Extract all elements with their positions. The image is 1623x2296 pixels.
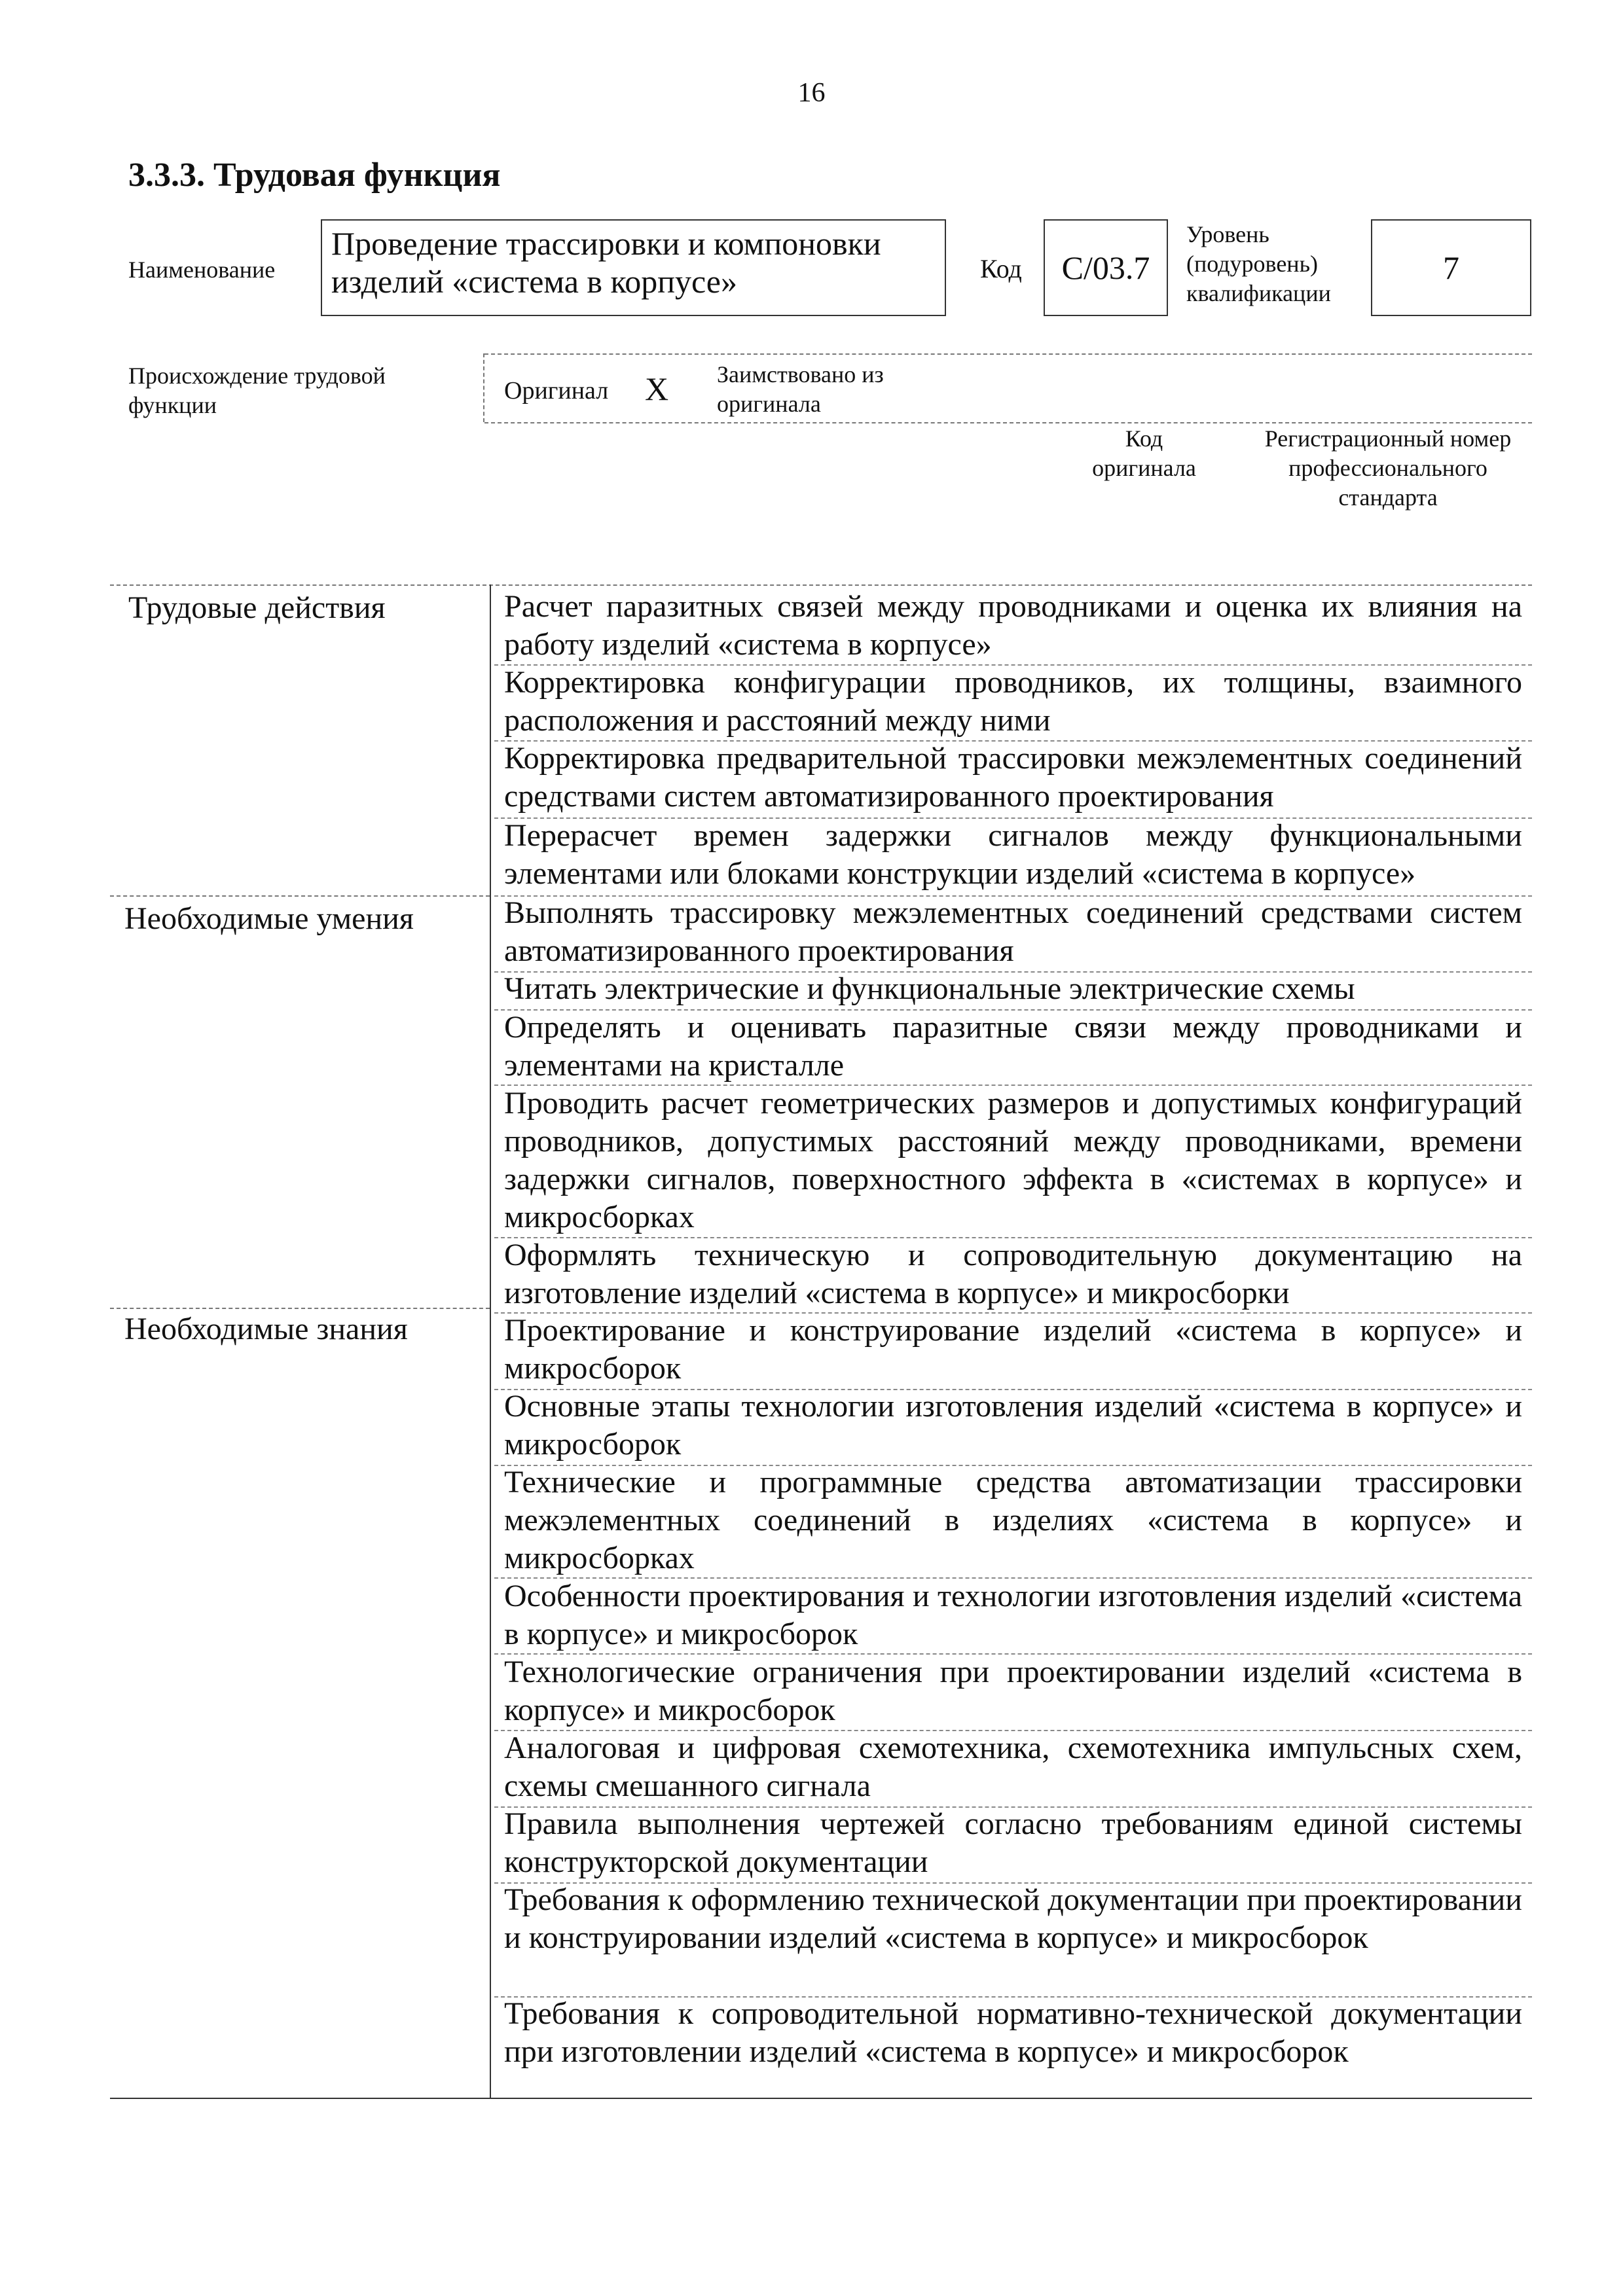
level-label-line-2: (подуровень) [1186, 251, 1318, 277]
original-mark: X [645, 370, 669, 407]
name-label: Наименование [128, 257, 276, 283]
table-bottom-line [110, 2098, 1532, 2099]
section-label-required-knowledge: Необходимые знания [124, 1312, 408, 1346]
knowledge-item: Особенности проектирования и технологии изготовления изделий «система в корпусе» и микросборок [504, 1579, 1522, 1651]
page-number: 16 [797, 78, 826, 108]
function-name-box: Проведение трассировки и компоновки изделий «система в корпусе» [321, 219, 946, 316]
skill-item: Оформлять техническую и сопроводительную документацию на изготовление изделий «система в корпусе» и микросборки [504, 1238, 1522, 1310]
skill-item: Определять и оценивать паразитные связи между проводниками и элементами на кристалле [504, 1010, 1522, 1083]
origin-label: Происхождение трудовой функции [128, 363, 386, 418]
table-column-divider [490, 584, 491, 2098]
knowledge-item: Основные этапы технологии изготовления изделий «система в корпусе» и микросборок [504, 1389, 1522, 1462]
section-divider [110, 895, 490, 897]
level-label [1186, 220, 1331, 308]
level-label-line-3: квалификации [1186, 280, 1331, 306]
level-label-line-1: Уровень [1186, 221, 1269, 247]
reg-number-label: Регистрационный номер профессионального стандарта [1264, 425, 1512, 511]
knowledge-item: Правила выполнения чертежей согласно требованиям единой системы конструкторской документации [504, 1806, 1522, 1879]
labor-action-item: Перерасчет времен задержки сигналов между функциональными элементами или блоками конструкции изделий «система в корпусе» [504, 818, 1522, 891]
original-label: Оригинал [504, 377, 609, 404]
skill-item: Проводить расчет геометрических размеров и допустимых конфигураций проводников, допустимых расстояний между проводниками, времени задержки сигналов, поверхностного эффекта в «системах в корпусе» и микросборках [504, 1086, 1522, 1234]
knowledge-item: Проектирование и конструирование изделий «система в корпусе» и микросборок [504, 1313, 1522, 1386]
knowledge-item: Аналоговая и цифровая схемотехника, схемотехника импульсных схем, схемы смешанного сигнала [504, 1731, 1522, 1803]
knowledge-item: Требования к сопроводительной нормативно-технической документации при изготовлении изделий «система в корпусе» и микросборок [504, 1996, 1522, 2069]
code-box: C/03.7 [1044, 219, 1168, 316]
knowledge-item: Требования к оформлению технической документации при проектировании и конструировании изделий «система в корпусе» и микросборок [504, 1882, 1522, 1955]
skill-item: Читать электрические и функциональные электрические схемы [504, 971, 1355, 1006]
code-label: Код [980, 254, 1022, 283]
skill-item: Выполнять трассировку межэлементных соединений средствами систем автоматизированного проектирования [504, 895, 1522, 968]
section-title: 3.3.3. Трудовая функция [128, 156, 501, 194]
knowledge-item: Технологические ограничения при проектировании изделий «система в корпусе» и микросборок [504, 1655, 1522, 1727]
borrowed-label: Заимствовано из оригинала [717, 361, 884, 417]
labor-action-item: Корректировка предварительной трассировки межэлементных соединений средствами систем автоматизированного проектирования [504, 741, 1522, 814]
origin-bottom-line [484, 422, 1532, 423]
origin-top-line [484, 353, 1532, 355]
origin-left-line [483, 353, 484, 422]
level-box: 7 [1371, 219, 1531, 316]
code-original-label: Код оригинала [1092, 425, 1196, 481]
section-divider [110, 1308, 490, 1309]
section-label-labor-actions: Трудовые действия [128, 590, 386, 625]
labor-action-item: Корректировка конфигурации проводников, их толщины, взаимного расположения и расстояний между ними [504, 665, 1522, 738]
knowledge-item: Технические и программные средства автоматизации трассировки межэлементных соединений в изделиях «система в корпусе» и микросборках [504, 1465, 1522, 1575]
table-top-line [110, 584, 1532, 586]
labor-action-item: Расчет паразитных связей между проводниками и оценка их влияния на работу изделий «система в корпусе» [504, 589, 1522, 662]
section-label-required-skills: Необходимые умения [124, 901, 414, 936]
